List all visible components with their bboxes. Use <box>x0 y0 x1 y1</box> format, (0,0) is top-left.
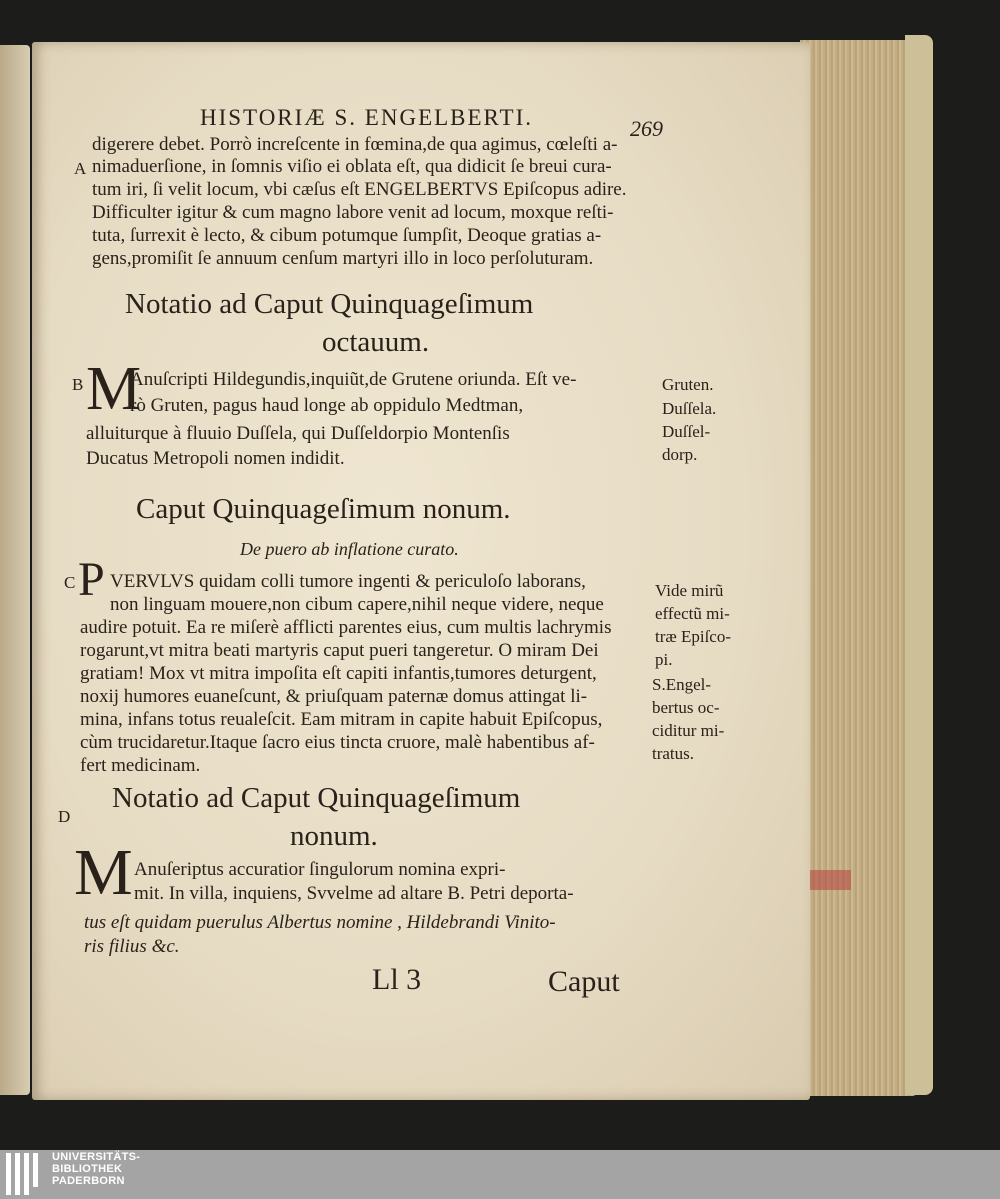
chapter-subtitle: De puero ab inflatione curato. <box>240 539 459 559</box>
text-line: mina, infans totus reualeſcit. Eam mitram in capite habuit Epiſcopus, <box>80 709 603 730</box>
drop-cap: M <box>74 836 133 909</box>
text-line: fert medicinam. <box>80 755 201 776</box>
text-line: non linguam mouere,non cibum capere,nihil neque videre, neque <box>110 594 604 615</box>
signature-mark: Ll 3 <box>372 963 422 996</box>
fore-edge <box>800 40 918 1096</box>
running-title: HISTORIÆ S. ENGELBERTI. <box>200 105 533 130</box>
text-line: Anuſcripti Hildegundis,inquiũt,de Grutene oriunda. Eſt ve- <box>130 369 577 390</box>
text-line: Anuſeriptus accuratior ſingulorum nomina expri- <box>134 859 506 880</box>
drop-cap: P <box>78 553 105 606</box>
catchword: Caput <box>548 965 620 998</box>
side-note: Gruten. <box>662 375 714 394</box>
text-line: gens,promiſit ſe annuum cenſum martyri illo in loco perſoluturam. <box>92 248 594 269</box>
text-line: alluiturque à fluuio Duſſela, qui Duſſeldorpio Montenſis <box>86 423 510 444</box>
side-note: Vide mirũ <box>655 581 724 600</box>
text-line: ris filius &c. <box>84 936 180 957</box>
text-line: VERVLVS quidam colli tumore ingenti & periculoſo laborans, <box>110 571 586 592</box>
chapter-title: Caput Quinquageſimum nonum. <box>136 493 511 525</box>
margin-marker-a: A <box>74 159 87 178</box>
section-heading-cont: octauum. <box>322 326 430 358</box>
side-note: Duſſela. <box>662 399 717 418</box>
text-line: nimaduerſione, in ſomnis viſio ei oblata eſt, qua didicit ſe breui cura- <box>92 156 612 177</box>
text-line: mit. In villa, inquiens, Svvelme ad altare B. Petri deporta- <box>134 883 574 904</box>
library-name-line: PADERBORN <box>52 1175 125 1187</box>
drop-cap: M <box>86 355 142 423</box>
side-note: S.Engel- <box>652 675 712 694</box>
library-footer-bar <box>0 1150 1000 1199</box>
text-line: Difficulter igitur & cum magno labore venit ad locum, moxque reſti- <box>92 202 614 223</box>
text-line: Ducatus Metropoli nomen indidit. <box>86 448 345 469</box>
side-note: tratus. <box>652 744 695 763</box>
section-heading: Notatio ad Caput Quinquageſimum <box>112 782 521 814</box>
section-heading: Notatio ad Caput Quinquageſimum <box>125 288 534 320</box>
text-line: tum iri, ſi velit locum, vbi cæſus eſt ENGELBERTVS Epiſcopus adire. <box>92 179 627 200</box>
red-edge-mark <box>803 870 851 890</box>
margin-marker-c: C <box>64 573 76 592</box>
side-note: træ Epiſco- <box>655 627 732 646</box>
text-line: rò Gruten, pagus haud longe ab oppidulo Medtman, <box>130 395 524 416</box>
text-line: gratiam! Mox vt mitra impoſita eſt capiti infantis,tumores deturgent, <box>80 663 597 684</box>
text-line: rogarunt,vt mitra beati martyris caput pueri tangeretur. O miram Dei <box>80 640 599 661</box>
side-note: pi. <box>655 650 673 669</box>
side-note: effectũ mi- <box>655 604 730 623</box>
text-line: tuta, ſurrexit è lecto, & cibum potumque ſumpſit, Deoque gratias a- <box>92 225 602 246</box>
text-line: tus eſt quidam puerulus Albertus nomine , Hildebrandi Vinito- <box>84 912 556 933</box>
library-name-line: BIBLIOTHEK <box>52 1163 123 1175</box>
text-line: cùm trucidaretur.Itaque ſacro eius tincta cruore, malè habentibus af- <box>80 732 595 753</box>
library-name-line: UNIVERSITÄTS- <box>52 1151 141 1163</box>
margin-marker-b: B <box>72 375 84 394</box>
margin-marker-d: D <box>58 807 71 826</box>
side-note: ciditur mi- <box>652 721 725 740</box>
book-cover-edge <box>905 35 933 1095</box>
left-page-edge <box>0 45 30 1095</box>
text-line: audire potuit. Ea re miſerè afflicti parentes eius, cum multis lachrymis <box>80 617 612 638</box>
library-logo-icon <box>6 1153 46 1195</box>
side-note: bertus oc- <box>652 698 720 717</box>
text-line: noxij humores euaneſcunt, & priuſquam paternæ domus attingat li- <box>80 686 588 707</box>
text-line: digerere debet. Porrò increſcente in fœmina,de qua agimus, cœleſti a- <box>92 134 618 155</box>
side-note: Duſſel- <box>662 422 711 441</box>
section-heading-cont: nonum. <box>290 820 378 852</box>
page-number: 269 <box>630 116 663 141</box>
side-note: dorp. <box>662 445 698 464</box>
